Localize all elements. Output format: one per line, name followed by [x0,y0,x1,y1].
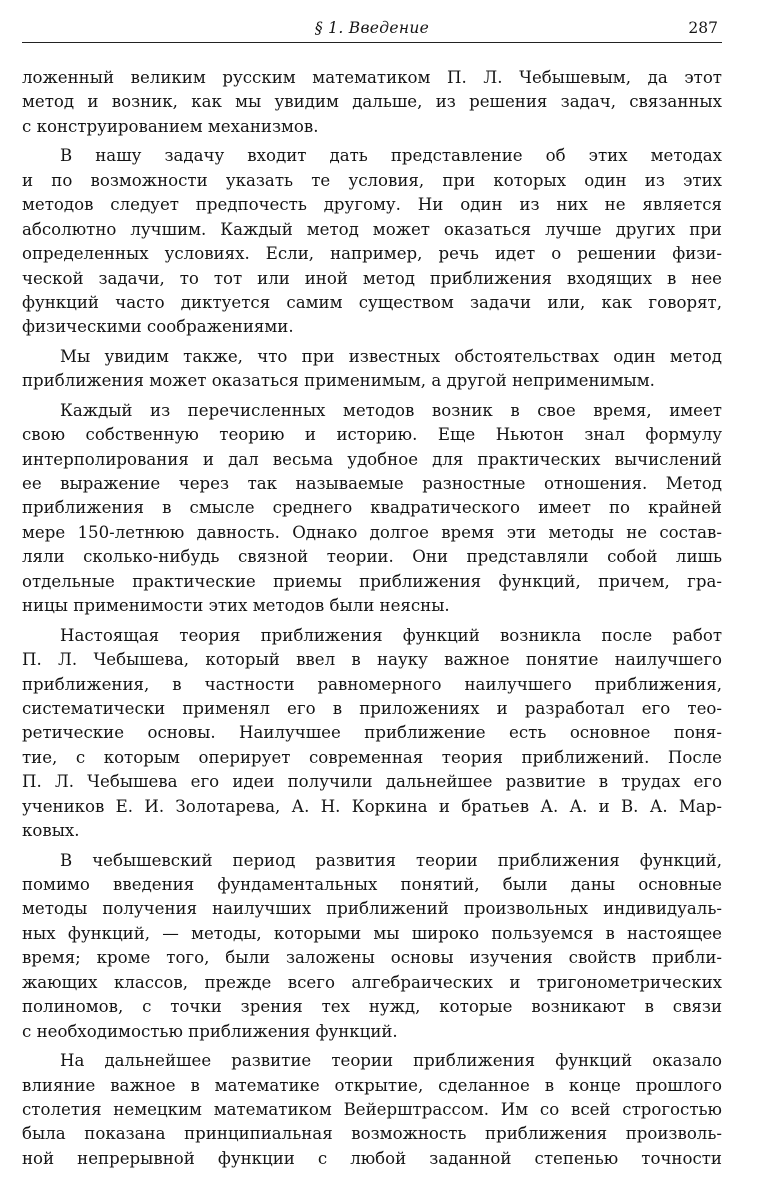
text-line: Настоящая теория приближения функций возникла после работ [60,625,722,645]
text-line: П. Л. Чебышева, который ввел в науку важное понятие наилучшего [22,650,722,670]
text-line: и по возможности указать те условия, при которых один из этих [22,170,722,190]
text-line: приближения в смысле среднего квадратического имеет по крайней [22,498,722,518]
text-line: время; кроме того, были заложены основы изучения свойств прибли- [22,948,722,968]
text-line: столетия немецким математиком Вейерштрассом. Им со всей строгостью [22,1099,722,1119]
text-line: ее выражение через так называемые разностные отношения. Метод [22,474,722,493]
text-line: В нашу задачу входит дать представление об этих методах [60,146,722,166]
text-line: ницы применимости этих методов были неясны. [22,596,450,616]
text-line: ных функций, — методы, которыми мы широко пользуемся в настоящее [22,923,722,943]
text-line: физическими соображениями. [22,317,294,337]
text-line: с конструированием механизмов. [22,116,319,136]
text-line: тие, с которым оперирует современная теория приближений. После [22,747,722,767]
text-line: приближения, в частности равномерного наилучшего приближения, [22,674,722,694]
text-line: абсолютно лучшим. Каждый метод может оказаться лучше других при [22,219,722,239]
page-header [22,18,722,43]
text-line: Каждый из перечисленных методов возник в свое время, имеет [60,400,722,420]
text-line: ковых. [22,821,80,841]
page-number: 287 [688,19,718,37]
text-line: В чебышевский период развития теории приближения функций, [60,850,722,870]
text-line: полиномов, с точки зрения тех нужд, которые возникают в связи [22,997,722,1017]
text-line: жающих классов, прежде всего алгебраических и тригонометрических [22,972,722,992]
text-line: На дальнейшее развитие теории приближения функций оказало [60,1051,722,1071]
text-line: ляли сколько-нибудь связной теории. Они представляли собой лишь [22,547,722,567]
paragraph [22,1049,722,1171]
text-line: интерполирования и дал весьма удобное для практических вычислений [22,449,722,469]
paragraph [22,144,722,340]
text-line: определенных условиях. Если, например, речь идет о решении физи- [22,244,722,264]
text-line: Мы увидим также, что при известных обстоятельствах один метод [60,346,722,366]
paragraph [22,399,722,619]
text-line: П. Л. Чебышева его идеи получили дальнейшее развитие в трудах его [22,772,722,792]
running-head-title: § 1. Введение [314,19,430,37]
text-line: приближения может оказаться применимым, а другой неприменимым. [22,371,655,391]
text-line: ретические основы. Наилучшее приближение есть основное поня- [22,723,722,743]
text-line: методов следует предпочесть другому. Ни один из них не является [22,195,722,215]
text-line: мере 150-летнюю давность. Однако долгое время эти методы не состав- [22,522,722,542]
text-line: метод и возник, как мы увидим дальше, из решения задач, связанных [22,92,722,112]
text-line: с необходимостью приближения функций. [22,1021,398,1041]
paragraph [22,849,722,1045]
text-line: ложенный великим русским математиком П. Л. Чебышевым, да этот [22,68,722,87]
text-line: методы получения наилучших приближений произвольных индивидуаль- [22,899,722,919]
text-line: влияние важное в математике открытие, сделанное в конце прошлого [22,1075,722,1095]
text-line: отдельные практические приемы приближения функций, причем, гра- [22,571,722,591]
text-line: функций часто диктуется самим существом задачи или, как говорят, [22,292,722,312]
text-line: помимо введения фундаментальных понятий, были даны основные [22,875,722,894]
text-line: систематически применял его в приложениях и разработал его тео- [22,698,722,718]
text-line: свою собственную теорию и историю. Еще Ньютон знал формулу [22,425,722,445]
text-line: учеников Е. И. Золотарева, А. Н. Коркина и братьев А. А. и В. А. Мар- [22,796,722,816]
paragraph [22,66,722,139]
text-line: была показана принципиальная возможность приближения произволь- [22,1124,722,1144]
text-line: ной непрерывной функции с любой заданной степенью точности [22,1148,722,1168]
body-text [22,66,722,1171]
paragraph [22,624,722,844]
text-line: ческой задачи, то тот или иной метод приближения входящих в нее [22,268,722,288]
paragraph [22,345,722,394]
